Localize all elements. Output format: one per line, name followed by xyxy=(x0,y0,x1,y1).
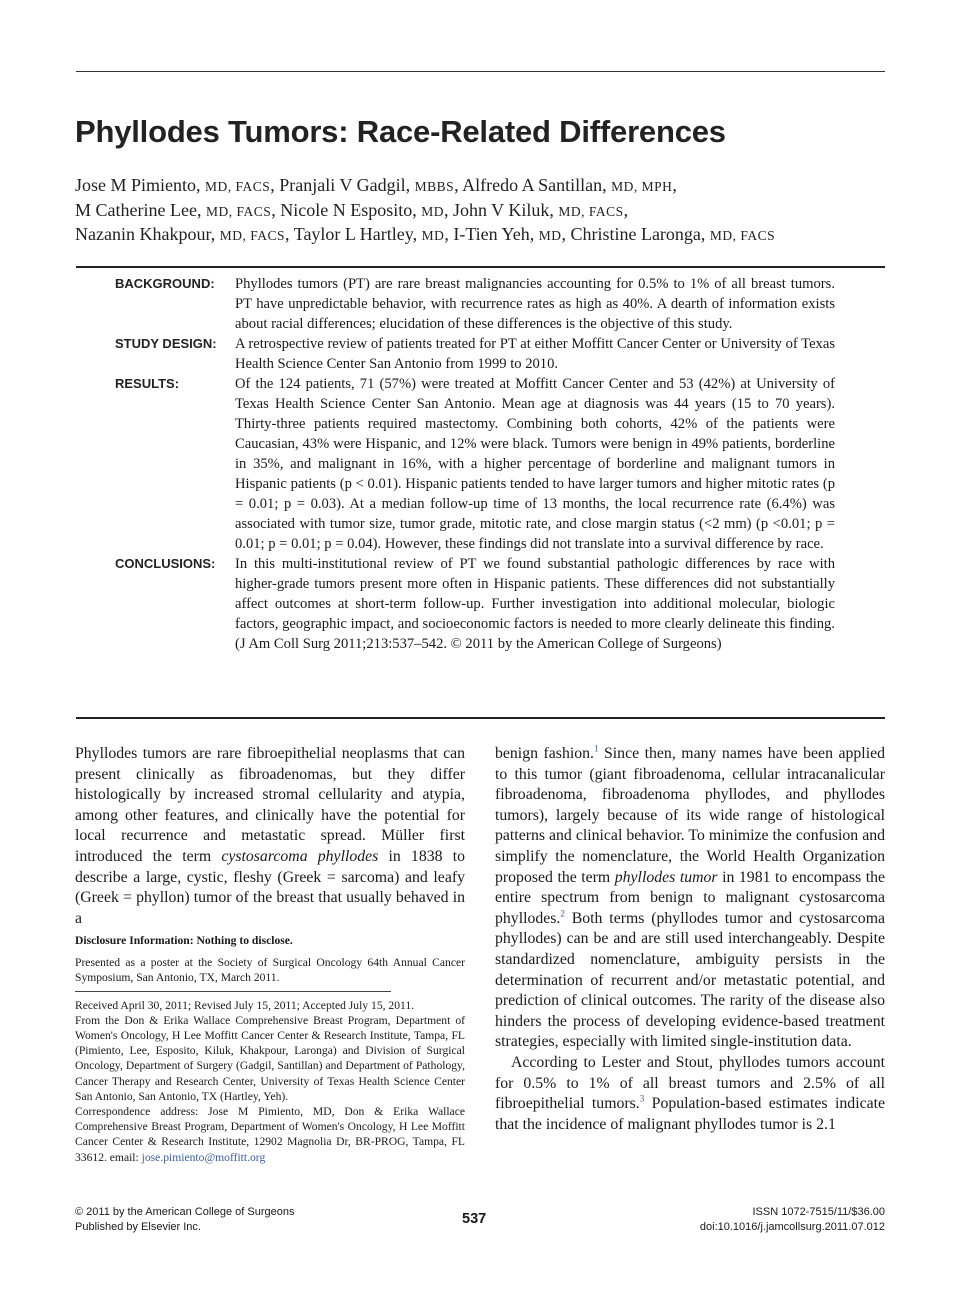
header-rule xyxy=(76,71,885,72)
page-footer xyxy=(75,1205,885,1237)
author-line: Jose M Pimiento, MD, FACS, Pranjali V Gadgil, MBBS, Alfredo A Santillan, MD, MPH, xyxy=(75,175,677,195)
correspondence: Correspondence address: Jose M Pimiento, MD, Don & Erika Wallace Comprehensive Breast Program, Department of Women's Oncology, H Lee Moffitt Cancer Center & Research Institute, 12902 Magnolia Dr, BR-PROG, Tampa, FL 33612. email: jose.pimiento@moffitt.org xyxy=(75,1105,465,1164)
presented-note: Presented as a poster at the Society of Surgical Oncology 64th Annual Cancer Symposium, San Antonio, TX, March 2011. xyxy=(75,956,465,985)
author-degree: MD xyxy=(421,228,445,243)
author-degree: MD, MPH xyxy=(611,179,673,194)
abstract-text: Phyllodes tumors (PT) are rare breast malignancies accounting for 0.5% to 1% of all breast tumors. PT have unpredictable behavior, with recurrence rates as high as 40%. A dearth of information exists about racial differences; elucidation of these differences is the objective of this study. xyxy=(235,276,835,332)
body-paragraph: According to Lester and Stout, phyllodes tumors account for 0.5% to 1% of all breast tumors and 2.5% of all fibroepithelial tumors.$^3$ Population-based estimates indicate that the incidence of malignant phyllodes tumor is 2.1 xyxy=(495,1053,886,1133)
abstract-bottom-rule xyxy=(76,717,885,719)
reference-link[interactable]: 1 xyxy=(593,743,599,754)
publisher-line: Published by Elsevier Inc. xyxy=(75,1221,201,1233)
abstract-section xyxy=(115,374,835,554)
abstract-label: CONCLUSIONS: xyxy=(115,556,216,571)
copyright-line: © 2011 by the American College of Surgeons xyxy=(75,1206,295,1218)
disclosure-heading: Disclosure Information: Nothing to disclose. xyxy=(75,934,293,947)
affiliations: From the Don & Erika Wallace Comprehensive Breast Program, Department of Women's Oncology, H Lee Moffitt Cancer Center & Research Institute, Tampa, FL (Pimiento, Lee, Esposito, Kiluk, Khakpour, Laronga) and Division of Surgical Oncology, Department of Surgery (Gadgil, Santillan) and Department of Pathology, Cancer Therapy and Research Center, University of Texas Health Science Center San Antonio, San Antonio, TX (Hartley, Yeh). xyxy=(75,1013,465,1103)
author-name: Christine Laronga xyxy=(570,224,701,244)
author-name: Jose M Pimiento xyxy=(75,175,197,195)
received-dates: Received April 30, 2011; Revised July 15, 2011; Accepted July 15, 2011. xyxy=(75,998,415,1012)
abstract-section xyxy=(115,334,835,374)
intro-paragraph: Phyllodes tumors are rare fibroepithelial neoplasms that can present clinically as fibroadenomas, but they differ histologically by increased stromal cellularity and atypia, among other features, and clinically have the potential for local recurrence and metastatic spread. Müller first introduced the term cystosarcoma phyllodes in 1838 to describe a large, cystic, fleshy (Greek = sarcoma) and leafy (Greek = phyllon) tumor of the breast that usually behaved in a xyxy=(75,745,465,927)
author-degree: MD xyxy=(538,228,562,243)
reference-link[interactable]: 3 xyxy=(639,1093,645,1104)
footnote-rule xyxy=(75,991,391,992)
author-line: Nazanin Khakpour, MD, FACS, Taylor L Hartley, MD, I-Tien Yeh, MD, Christine Laronga, MD, FACS xyxy=(75,224,776,244)
abstract-section xyxy=(115,554,835,654)
abstract-label: STUDY DESIGN: xyxy=(115,336,217,351)
author-name: I-Tien Yeh xyxy=(453,224,530,244)
author-name: Taylor L Hartley xyxy=(293,224,413,244)
author-degree: MD, FACS xyxy=(205,203,272,219)
author-degree: MD, FACS xyxy=(709,228,776,243)
footnote-block xyxy=(75,933,465,1165)
abstract-text: A retrospective review of patients treated for PT at either Moffitt Cancer Center or University of Texas Health Science Center San Antonio from 1999 to 2010. xyxy=(235,336,835,372)
abstract-label: BACKGROUND: xyxy=(115,276,215,291)
reference-link[interactable]: 2 xyxy=(560,908,565,919)
abstract xyxy=(115,274,835,654)
abstract-section xyxy=(115,274,835,334)
author-degree: MD, FACS xyxy=(205,179,271,194)
abstract-text: Of the 124 patients, 71 (57%) were treated at Moffitt Cancer Center and 53 (42%) at University of Texas Health Science Center San Antonio. Mean age at diagnosis was 44 years (15 to 70 years). Thirty-three patients required mastectomy. Combining both cohorts, 42% of the patients were Caucasian, 43% were Hispanic, and 12% were black. Tumors were benign in 49% patients, borderline in 35%, and malignant in 16%, with a higher percentage of borderline and malignant tumors in Hispanic patients (p < 0.01). Hispanic patients tended to have larger tumors and higher mitotic rates (p = 0.01; p = 0.03). At a median follow-up time of 13 months, the local recurrence rate (6.4%) was associated with tumor size, tumor grade, mitotic rate, and close margin status (<2 mm) (p <0.01; p = 0.01; p = 0.01; p = 0.04). However, these findings did not translate into a survival difference by race. xyxy=(235,376,835,552)
author-name: John V Kiluk xyxy=(453,199,550,220)
page-number: 537 xyxy=(462,1211,487,1227)
author-name: Nazanin Khakpour xyxy=(75,224,211,244)
author-name: Nicole N Esposito xyxy=(280,199,413,220)
article-title: Phyllodes Tumors: Race-Related Differences xyxy=(75,114,726,149)
author-degree: MD, FACS xyxy=(219,228,286,243)
author-degree: MD, FACS xyxy=(558,203,624,219)
author-degree: MD xyxy=(421,203,444,219)
author-line: M Catherine Lee, MD, FACS, Nicole N Esposito, MD, John V Kiluk, MD, FACS, xyxy=(75,199,629,220)
author-name: M Catherine Lee xyxy=(75,199,197,220)
email-link[interactable]: jose.pimiento@moffitt.org xyxy=(141,1150,266,1164)
body-column-left xyxy=(75,744,465,929)
author-list xyxy=(75,174,895,248)
abstract-text: In this multi-institutional review of PT we found substantial pathologic differences by race with higher-grade tumors present more often in Hispanic patients. These differences did not substantially affect outcomes at short-term follow-up. Further investigation into additional molecular, biologic factors, geographic impact, and socioeconomic factors is needed to more clearly delineate this finding. (J Am Coll Surg 2011;213:537–542. © 2011 by the American College of Surgeons) xyxy=(235,556,835,652)
abstract-top-rule xyxy=(76,266,885,268)
issn-line: ISSN 1072-7515/11/$36.00 xyxy=(752,1206,885,1218)
doi-link[interactable]: doi:10.1016/j.jamcollsurg.2011.07.012 xyxy=(699,1221,885,1233)
author-name: Pranjali V Gadgil xyxy=(279,175,406,195)
author-degree: MBBS xyxy=(414,179,455,194)
author-name: Alfredo A Santillan xyxy=(462,175,603,195)
body-column-right xyxy=(495,744,885,1135)
abstract-label: RESULTS: xyxy=(115,376,180,391)
body-paragraph: benign fashion.$^1$ Since then, many names have been applied to this tumor (giant fibroadenoma, cellular intracanalicular fibroadenoma, fibroadenoma phyllodes, and phyllodes tumors), largely because of its wide range of histological patterns and clinical behavior. To minimize the confusion and simplify the nomenclature, the World Health Organization proposed the term phyllodes tumor in 1981 to encompass the entire spectrum from benign to malignant cystosarcoma phyllodes.$^2$ Both terms (phyllodes tumor and cystosarcoma phyllodes) can be and are still used interchangeably. Despite standardized nomenclature, ambiguity persists in the determination of recurrent and/or metastatic potential, and prediction of clinical outcomes. The rarity of the disease also hinders the process of developing evidence-based treatment strategies, especially with limited single-institution data. xyxy=(495,743,885,1051)
